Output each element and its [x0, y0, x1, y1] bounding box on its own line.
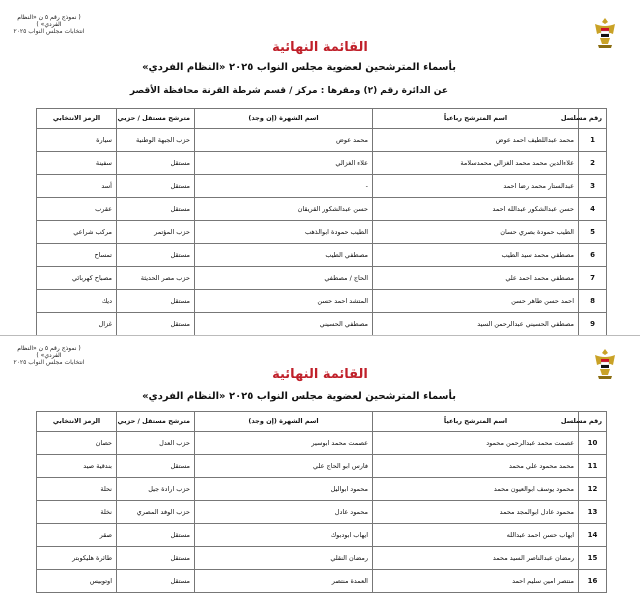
cell-fame: حسن عبدالشكور القريقان	[195, 198, 373, 221]
table-header-row	[37, 412, 607, 432]
list-subtitle: بأسماء المترشحين لعضوية مجلس النواب ٢٠٢٥ «النظام الفردي»	[142, 62, 456, 73]
election-label: انتخابات مجلس النواب ٢٠٢٥	[13, 359, 85, 366]
cell-name: عصمت محمد عبدالرحمن محمود	[373, 432, 579, 455]
header-symbol: الرمز الانتخابي	[37, 412, 117, 432]
table-row	[37, 152, 607, 175]
cell-fame: عصمت محمد ابوسير	[195, 432, 373, 455]
cell-name: رمضان عبدالناصر السيد محمد	[373, 547, 579, 570]
table-row	[37, 524, 607, 547]
header-party: مترشح مستقل / حزبي	[117, 412, 195, 432]
cell-num: 10	[579, 432, 607, 455]
cell-party: مستقل	[117, 290, 195, 313]
header-party: مترشح مستقل / حزبي	[117, 109, 195, 129]
table-row	[37, 198, 607, 221]
cell-party: حزب مصر الحديثة	[117, 267, 195, 290]
cell-name: محمد محمود علي محمد	[373, 455, 579, 478]
table-row	[37, 129, 607, 152]
cell-fame: محمود عادل	[195, 501, 373, 524]
election-label: انتخابات مجلس النواب ٢٠٢٥	[13, 28, 85, 35]
cell-fame: علاء الغزالي	[195, 152, 373, 175]
candidates-table-page-2	[36, 411, 607, 593]
cell-fame: العمدة منتصر	[195, 570, 373, 593]
table-row	[37, 221, 607, 244]
cell-num: 4	[579, 198, 607, 221]
table-row	[37, 313, 607, 336]
cell-symbol: أسد	[37, 175, 117, 198]
cell-symbol: نخلة	[37, 501, 117, 524]
table-row	[37, 244, 607, 267]
cell-name: مصطفي محمد سيد الطيب	[373, 244, 579, 267]
table-row	[37, 175, 607, 198]
cell-num: 6	[579, 244, 607, 267]
cell-symbol: تمساح	[37, 244, 117, 267]
cell-name: حسن عبدالشكور عبدالله احمد	[373, 198, 579, 221]
form-number-label: ( نموذج رقم ٥ ن «النظام الفردي» )	[17, 345, 81, 359]
cell-name: ايهاب حسن احمد عبدالله	[373, 524, 579, 547]
cell-num: 12	[579, 478, 607, 501]
cell-party: مستقل	[117, 244, 195, 267]
cell-symbol: صقر	[37, 524, 117, 547]
table-row	[37, 432, 607, 455]
cell-symbol: غزال	[37, 313, 117, 336]
cell-fame: محمود ابواليل	[195, 478, 373, 501]
cell-num: 16	[579, 570, 607, 593]
cell-symbol: سيارة	[37, 129, 117, 152]
cell-num: 2	[579, 152, 607, 175]
cell-num: 15	[579, 547, 607, 570]
cell-num: 1	[579, 129, 607, 152]
header-num: رقم مسلسل	[579, 109, 607, 129]
cell-fame: مصطفي الطيب	[195, 244, 373, 267]
cell-symbol: مصباح كهربائي	[37, 267, 117, 290]
cell-fame: المتشد احمد حسن	[195, 290, 373, 313]
header-name: اسم المترشح رباعياً	[373, 109, 579, 129]
cell-name: محمد عبداللطيف احمد عوض	[373, 129, 579, 152]
form-number-label: ( نموذج رقم ٥ ن «النظام الفردي» )	[17, 14, 81, 28]
cell-symbol: سفينة	[37, 152, 117, 175]
cell-num: 3	[579, 175, 607, 198]
cell-fame: -	[195, 175, 373, 198]
cell-party: مستقل	[117, 547, 195, 570]
cell-party: حزب العدل	[117, 432, 195, 455]
cell-symbol: نحلة	[37, 478, 117, 501]
cell-name: محمود عادل ابوالمجد محمد	[373, 501, 579, 524]
cell-fame: الحاج / مصطفي	[195, 267, 373, 290]
cell-num: 8	[579, 290, 607, 313]
cell-symbol: عقرب	[37, 198, 117, 221]
form-label-box	[6, 345, 92, 366]
form-label-box	[6, 14, 92, 35]
cell-fame: رمضان النقلي	[195, 547, 373, 570]
candidates-table-page-1	[36, 108, 607, 336]
district-info: عن الدائرة رقم (٢) ومقرها : مركز / قسم شرطة القرنة محافظة الأقصر	[129, 86, 448, 96]
cell-num: 13	[579, 501, 607, 524]
cell-name: علاءالدين محمد محمد الغزالي محمدسلامة	[373, 152, 579, 175]
cell-fame: الطيب حمودة ابوالذهب	[195, 221, 373, 244]
cell-name: منتصر امين سليم احمد	[373, 570, 579, 593]
cell-fame: فارس ابو الحاج علي	[195, 455, 373, 478]
cell-symbol: مركب شراعي	[37, 221, 117, 244]
cell-party: مستقل	[117, 152, 195, 175]
cell-party: حزب الوفد المصري	[117, 501, 195, 524]
cell-party: حزب ارادة جيل	[117, 478, 195, 501]
cell-num: 5	[579, 221, 607, 244]
table-row	[37, 290, 607, 313]
cell-party: مستقل	[117, 313, 195, 336]
header-symbol: الرمز الانتخابي	[37, 109, 117, 129]
cell-name: احمد حسن طاهر حسن	[373, 290, 579, 313]
table-row	[37, 478, 607, 501]
cell-fame: محمد عوض	[195, 129, 373, 152]
cell-party: مستقل	[117, 175, 195, 198]
cell-symbol: اوتوبيس	[37, 570, 117, 593]
cell-fame: مصطفي الحسيني	[195, 313, 373, 336]
document-page-2	[0, 337, 640, 593]
cell-name: الطيب حمودة بصري حسان	[373, 221, 579, 244]
header-name: اسم المترشح رباعياً	[373, 412, 579, 432]
header-fame: اسم الشهرة (إن وجد)	[195, 412, 373, 432]
cell-symbol: طائرة هليكوبتر	[37, 547, 117, 570]
final-list-title: القائمة النهائية	[272, 40, 368, 55]
cell-party: حزب المؤتمر	[117, 221, 195, 244]
cell-num: 9	[579, 313, 607, 336]
cell-party: حزب الجبهة الوطنية	[117, 129, 195, 152]
cell-party: مستقل	[117, 198, 195, 221]
cell-name: عبدالستار محمد رضا احمد	[373, 175, 579, 198]
table-row	[37, 570, 607, 593]
page-divider	[0, 335, 640, 336]
table-row	[37, 547, 607, 570]
table-row	[37, 455, 607, 478]
cell-party: مستقل	[117, 570, 195, 593]
cell-symbol: بندقية صيد	[37, 455, 117, 478]
cell-party: مستقل	[117, 524, 195, 547]
table-header-row	[37, 109, 607, 129]
table-row	[37, 501, 607, 524]
header-num: رقم مسلسل	[579, 412, 607, 432]
cell-name: مصطفي محمد احمد علي	[373, 267, 579, 290]
cell-party: مستقل	[117, 455, 195, 478]
header-fame: اسم الشهرة (إن وجد)	[195, 109, 373, 129]
list-subtitle: بأسماء المترشحين لعضوية مجلس النواب ٢٠٢٥ «النظام الفردي»	[142, 391, 456, 402]
table-row	[37, 267, 607, 290]
cell-name: محمود يوسف ابوالعيون محمد	[373, 478, 579, 501]
cell-symbol: ديك	[37, 290, 117, 313]
cell-num: 11	[579, 455, 607, 478]
cell-fame: ايهاب ابودبوك	[195, 524, 373, 547]
cell-num: 14	[579, 524, 607, 547]
cell-num: 7	[579, 267, 607, 290]
final-list-title: القائمة النهائية	[272, 367, 368, 382]
cell-name: مصطفي الحسيني عبدالرحمن السيد	[373, 313, 579, 336]
cell-symbol: حصان	[37, 432, 117, 455]
